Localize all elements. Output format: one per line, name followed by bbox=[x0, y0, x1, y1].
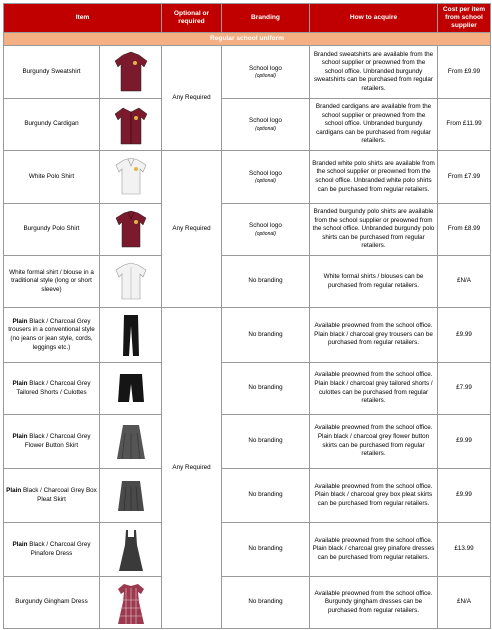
table-row bbox=[4, 577, 491, 629]
section-title: Regular school uniform bbox=[4, 33, 491, 46]
grey-pleat-skirt-icon bbox=[100, 469, 162, 523]
branding-label: No branding bbox=[248, 545, 283, 553]
table-row bbox=[4, 204, 491, 256]
item-name bbox=[4, 308, 100, 363]
branding-note: (optional) bbox=[255, 178, 276, 185]
item-name-text: White formal shirt / blouse in a traditional style (long or short sleeve) bbox=[9, 268, 94, 293]
branding-cell bbox=[222, 308, 310, 363]
item-name-emphasis: Plain bbox=[12, 317, 28, 325]
table-row bbox=[4, 523, 491, 577]
how-to-acquire-cell: Available preowned from the school office. Plain black / charcoal grey pinafore dresses can be purchased from regular retailers. bbox=[310, 523, 438, 577]
burgundy-gingham-dress-icon bbox=[100, 577, 162, 629]
branding-cell bbox=[222, 363, 310, 415]
item-name-emphasis: Plain bbox=[12, 540, 28, 548]
header-row bbox=[4, 4, 491, 33]
cost-cell: £9.99 bbox=[438, 308, 491, 363]
branding-cell bbox=[222, 256, 310, 308]
branding-label: No branding bbox=[248, 491, 283, 499]
item-name-text: Black / Charcoal Grey Flower Button Skirt bbox=[24, 432, 91, 449]
white-formal-shirt-icon bbox=[100, 256, 162, 308]
cost-cell: From £8.99 bbox=[438, 204, 491, 256]
item-name bbox=[4, 151, 100, 204]
branding-label: School logo bbox=[249, 169, 282, 177]
header-item: Item bbox=[4, 4, 162, 33]
item-name-text: White Polo Shirt bbox=[28, 172, 75, 180]
branding-cell bbox=[222, 151, 310, 204]
item-name-text: Black / Charcoal Grey Tailored Shorts / Culottes bbox=[16, 379, 91, 396]
item-name-emphasis: Plain bbox=[12, 379, 28, 387]
branding-label: No branding bbox=[248, 437, 283, 445]
how-to-acquire-cell: Branded burgundy polo shirts are available from the school supplier or preowned from the school office. Unbranded burgundy polo shirts can be purchased from regular retailers. bbox=[310, 204, 438, 256]
how-to-acquire-cell: Branded sweatshirts are available from the school supplier or preowned from the school office. Unbranded burgundy sweatshirts can be purchased from regular retailers. bbox=[310, 46, 438, 99]
burgundy-cardigan-icon bbox=[100, 99, 162, 151]
branding-cell bbox=[222, 469, 310, 523]
table-row bbox=[4, 99, 491, 151]
black-trousers-icon bbox=[100, 308, 162, 363]
header-branding: Branding bbox=[222, 4, 310, 33]
optional-required-cell: Any Required bbox=[162, 46, 222, 151]
branding-label: No branding bbox=[248, 277, 283, 285]
item-name bbox=[4, 204, 100, 256]
item-name bbox=[4, 523, 100, 577]
branding-cell bbox=[222, 577, 310, 629]
branding-label: No branding bbox=[248, 598, 283, 606]
header-how-to-acquire: How to acquire bbox=[310, 4, 438, 33]
item-name bbox=[4, 99, 100, 151]
item-name-emphasis: Plain bbox=[12, 432, 28, 440]
cost-cell: £9.99 bbox=[438, 469, 491, 523]
table-row bbox=[4, 308, 491, 363]
branding-label: School logo bbox=[249, 222, 282, 230]
cost-cell: From £11.99 bbox=[438, 99, 491, 151]
how-to-acquire-cell: White formal shirts / blouses can be purchased from regular retailers. bbox=[310, 256, 438, 308]
branding-cell bbox=[222, 415, 310, 469]
item-name-text: Black / Charcoal Grey Pinafore Dress bbox=[27, 540, 91, 557]
optional-required-cell: Any Required bbox=[162, 151, 222, 308]
how-to-acquire-cell: Available preowned from the school office. Plain black / charcoal grey box pleat skirts can be purchased from regular retailers. bbox=[310, 469, 438, 523]
item-name-text: Burgundy Polo Shirt bbox=[23, 225, 80, 233]
cost-cell: £N/A bbox=[438, 577, 491, 629]
table-row bbox=[4, 363, 491, 415]
black-shorts-icon bbox=[100, 363, 162, 415]
cost-cell: £N/A bbox=[438, 256, 491, 308]
grey-pinafore-dress-icon bbox=[100, 523, 162, 577]
cost-cell: £13.99 bbox=[438, 523, 491, 577]
table-row bbox=[4, 151, 491, 204]
burgundy-sweatshirt-icon bbox=[100, 46, 162, 99]
how-to-acquire-cell: Available preowned from the school office. Plain black / charcoal grey flower button skirts can be purchased from regular retailers. bbox=[310, 415, 438, 469]
branding-note: (optional) bbox=[255, 125, 276, 132]
branding-cell bbox=[222, 46, 310, 99]
item-name-text: Black / Charcoal Grey Box Pleat Skirt bbox=[21, 486, 97, 503]
header-cost: Cost per item from school supplier bbox=[438, 4, 491, 33]
item-name-text: Burgundy Gingham Dress bbox=[15, 598, 88, 606]
how-to-acquire-cell: Available preowned from the school office. Burgundy gingham dresses can be purchased from regular retailers. bbox=[310, 577, 438, 629]
item-name bbox=[4, 256, 100, 308]
item-name bbox=[4, 363, 100, 415]
how-to-acquire-cell: Branded cardigans are available from the school supplier or preowned from the school office. Unbranded burgundy cardigans can be purchased from regular retailers. bbox=[310, 99, 438, 151]
item-name bbox=[4, 577, 100, 629]
table-row bbox=[4, 415, 491, 469]
item-name-text: Burgundy Cardigan bbox=[24, 120, 79, 128]
branding-cell bbox=[222, 99, 310, 151]
item-name-text: Burgundy Sweatshirt bbox=[22, 67, 81, 75]
branding-cell bbox=[222, 523, 310, 577]
item-name-text: Black / Charcoal Grey trousers in a conventional style (no jeans or jean style, cords, leggings etc.) bbox=[8, 317, 95, 351]
branding-label: No branding bbox=[248, 330, 283, 338]
burgundy-polo-shirt-icon bbox=[100, 204, 162, 256]
header-optional: Optional or required bbox=[162, 4, 222, 33]
branding-note: (optional) bbox=[255, 230, 276, 237]
how-to-acquire-cell: Branded white polo shirts are available from the school supplier or preowned from the school office. Unbranded white polo shirts can be purchased from regular retailers. bbox=[310, 151, 438, 204]
branding-note: (optional) bbox=[255, 73, 276, 80]
table-row bbox=[4, 256, 491, 308]
item-name bbox=[4, 415, 100, 469]
branding-cell bbox=[222, 204, 310, 256]
cost-cell: From £9.99 bbox=[438, 46, 491, 99]
cost-cell: £9.99 bbox=[438, 415, 491, 469]
how-to-acquire-cell: Available preowned from the school office. Plain black / charcoal grey tailored shorts / culottes can be purchased from regular retailers. bbox=[310, 363, 438, 415]
cost-cell: £7.99 bbox=[438, 363, 491, 415]
item-name-emphasis: Plain bbox=[6, 486, 22, 494]
cost-cell: From £7.99 bbox=[438, 151, 491, 204]
item-name bbox=[4, 46, 100, 99]
how-to-acquire-cell: Available preowned from the school office. Plain black / charcoal grey trousers can be purchased from regular retailers. bbox=[310, 308, 438, 363]
grey-button-skirt-icon bbox=[100, 415, 162, 469]
branding-label: School logo bbox=[249, 117, 282, 125]
table-row bbox=[4, 469, 491, 523]
uniform-table bbox=[3, 3, 491, 629]
optional-required-cell: Any Required bbox=[162, 308, 222, 629]
white-polo-shirt-icon bbox=[100, 151, 162, 204]
branding-label: School logo bbox=[249, 64, 282, 72]
branding-label: No branding bbox=[248, 384, 283, 392]
item-name bbox=[4, 469, 100, 523]
table-row bbox=[4, 46, 491, 99]
section-row bbox=[4, 33, 491, 46]
